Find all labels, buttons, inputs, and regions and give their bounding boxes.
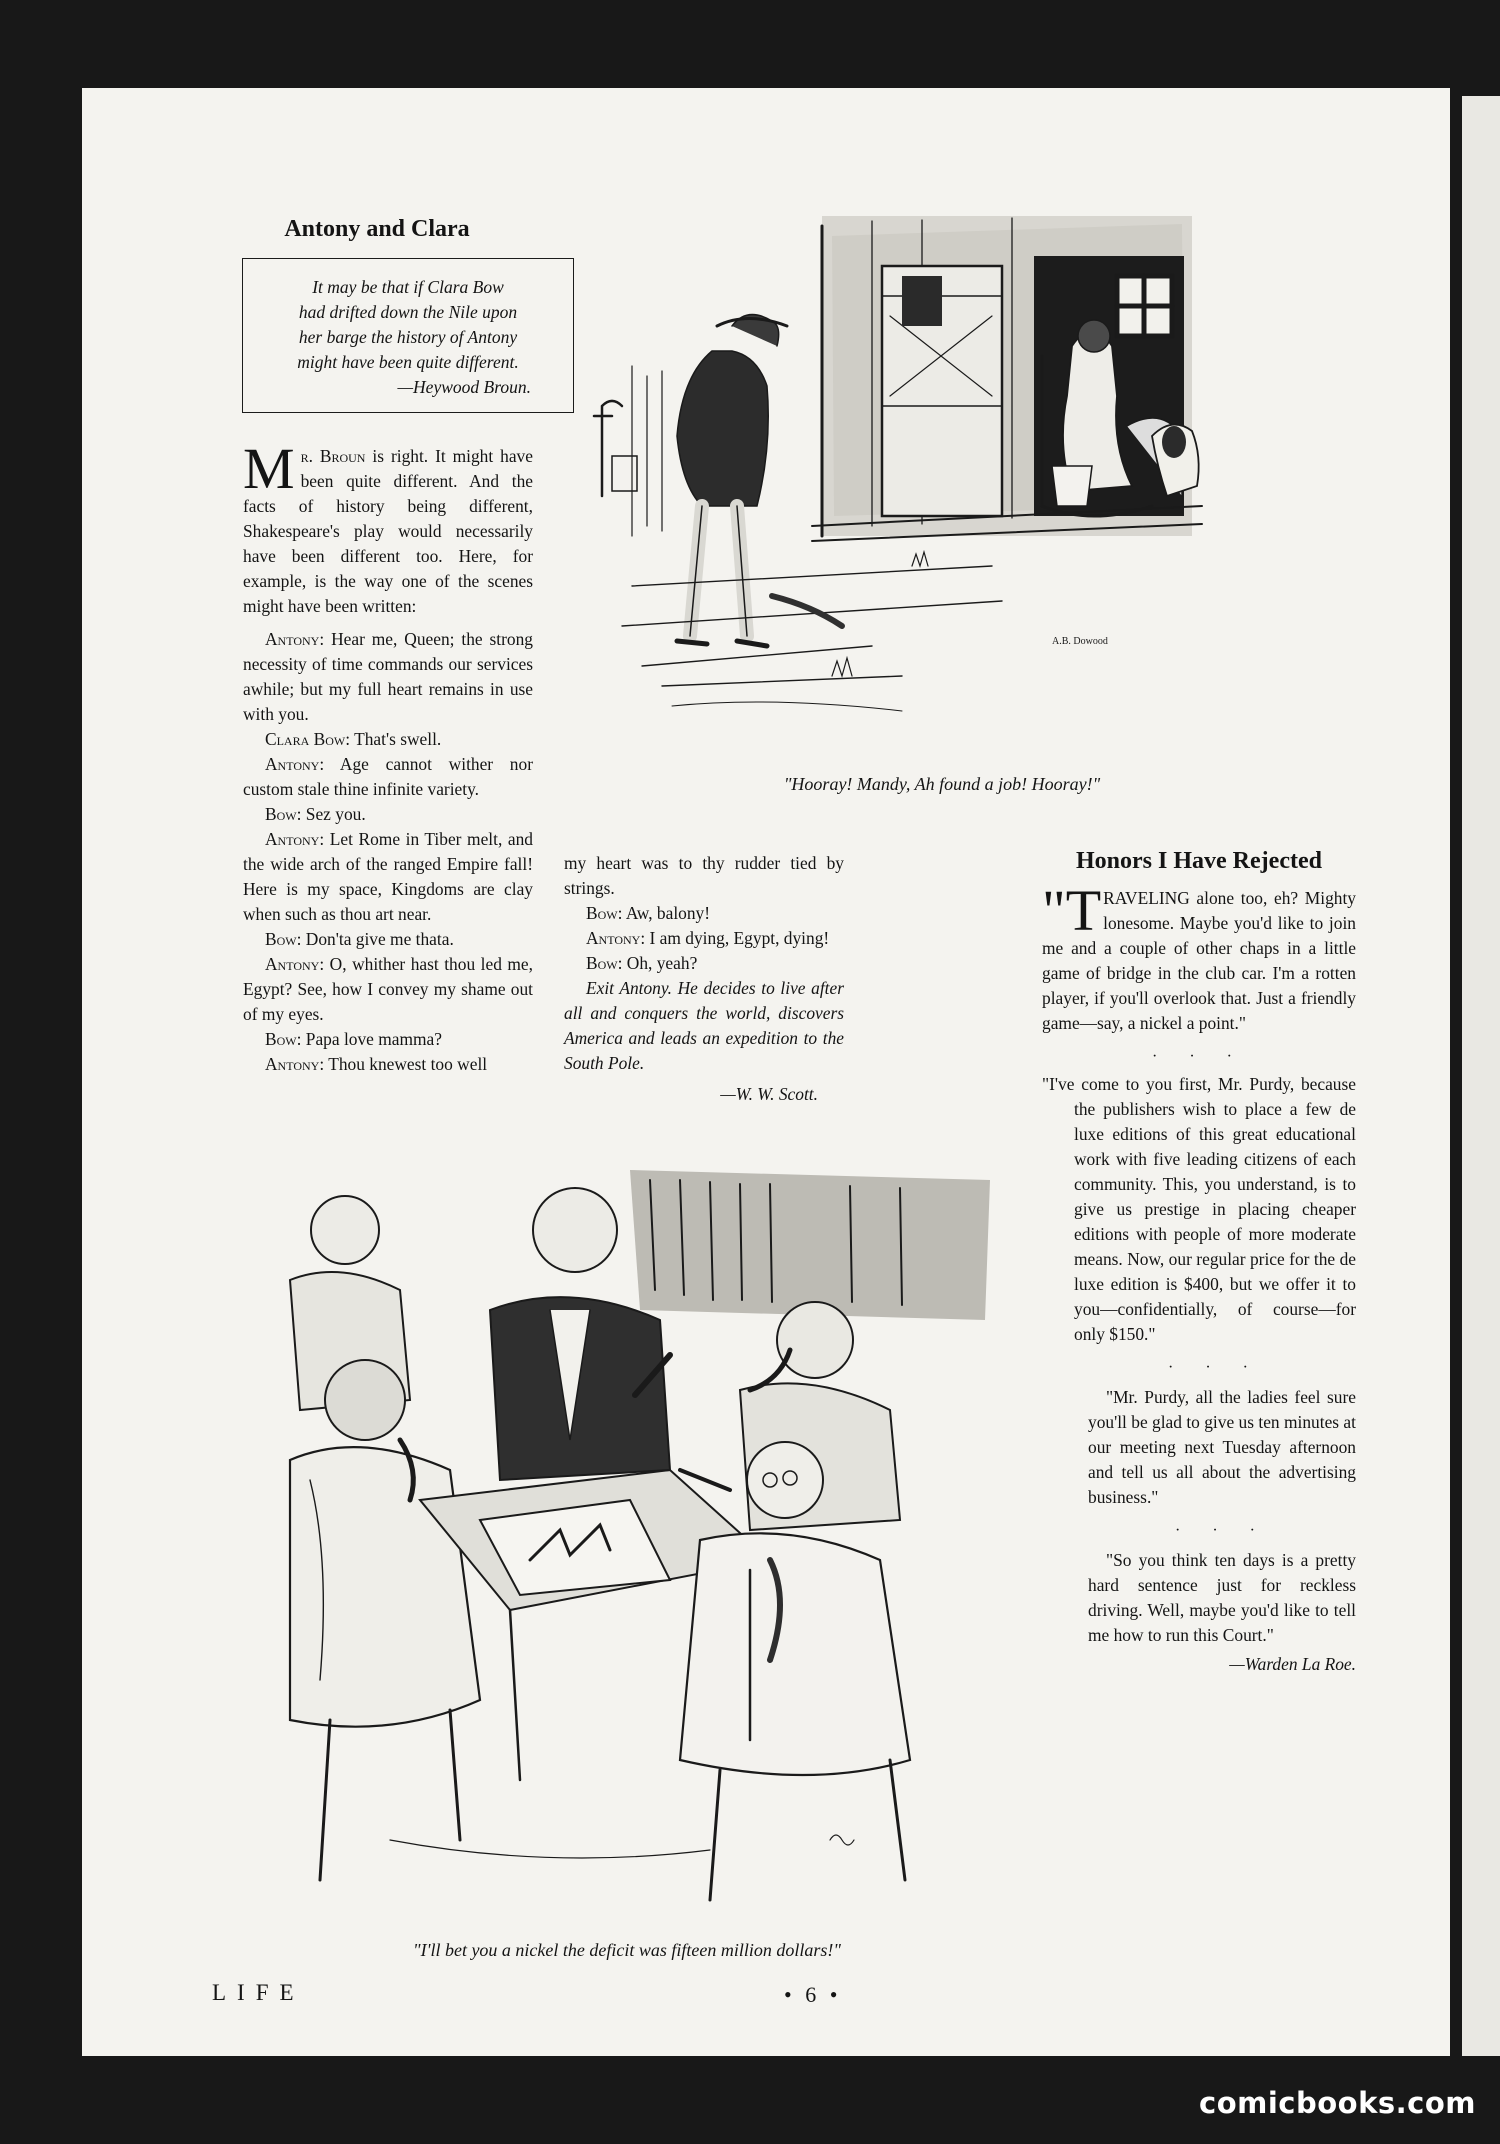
section-separator: · · ·: [1175, 1522, 1269, 1539]
bottom-cartoon-caption: "I'll bet you a nickel the deficit was fifteen million dollars!": [413, 1940, 841, 1960]
section-separator: · · ·: [1168, 1359, 1262, 1376]
antony-article-body: [243, 436, 533, 1077]
top-cartoon-caption: "Hooray! Mandy, Ah found a job! Hooray!": [783, 774, 1101, 794]
intro-text: is right. It might have been quite different. And the facts of history being different, Shakespeare's play would necessarily have been different too. Here, for example, is the way one of the scenes might have been written:: [243, 446, 533, 616]
epigraph-line: had drifted down the Nile upon: [298, 302, 518, 322]
epigraph-line: It may be that if Clara Bow: [312, 277, 504, 297]
dialogue-line: Antony: Age cannot wither nor custom stale thine infinite variety.: [243, 754, 533, 799]
page-number: • 6 •: [784, 1982, 842, 2007]
section-separator: · · ·: [1152, 1048, 1246, 1065]
dialogue-line: Antony: Thou knewest too well: [265, 1054, 488, 1074]
article-title-honors: Honors I Have Rejected: [1076, 848, 1322, 874]
honors-article-body: [1042, 878, 1356, 1677]
intro-lead: r. Broun: [300, 446, 366, 466]
antony-article-continuation: [564, 851, 844, 1107]
dialogue-line: Bow: Papa love mamma?: [265, 1029, 442, 1049]
next-page-edge: [1462, 96, 1500, 2056]
dialogue-line: Antony: Hear me, Queen; the strong necessity of time commands our services awhile; but my full heart remains in use with you.: [243, 629, 533, 724]
drop-cap: "T: [1042, 878, 1102, 943]
stage-direction: Exit Antony. He decides to live after all and conquers the world, discovers America and leads an expedition to the South Pole.: [564, 978, 844, 1073]
cartoon-deficit-bet: [250, 1140, 1000, 1930]
epigraph-box: [242, 258, 574, 413]
honors-paragraph: "Mr. Purdy, all the ladies feel sure you'll be glad to give us ten minutes at our meeting next Tuesday afternoon and tell us all about the advertising business.": [1088, 1387, 1356, 1507]
dialogue-line: Antony: I am dying, Egypt, dying!: [586, 928, 830, 948]
article-title-antony-and-clara: Antony and Clara: [284, 216, 470, 242]
epigraph-line: her barge the history of Antony: [298, 327, 518, 347]
cartoon-job-hooray: [572, 206, 1212, 776]
honors-paragraph: "So you think ten days is a pretty hard sentence just for reckless driving. Well, maybe you'd like to tell me how to run this Court.": [1088, 1550, 1356, 1645]
honors-paragraph: "I've come to you first, Mr. Purdy, because the publishers wish to place a few de luxe editions of this great educational work with five leading citizens of each community. This, you understand, is to give us prestige in placing cheaper editions with people of more moderate means. Now, our regular price for the de luxe edition is $400, but we offer it to you—confidentially, of course—for only $150.": [1042, 1074, 1356, 1344]
honors-first-paragraph: [1042, 878, 1356, 1036]
dialogue-line: Antony: Let Rome in Tiber melt, and the wide arch of the ranged Empire fall! Here is my space, Kingdoms are clay when such as thou art near.: [243, 829, 533, 924]
epigraph-attribution: —Heywood Broun.: [397, 377, 531, 397]
honors-first-text: alone too, eh? Mighty lonesome. Maybe you'd like to join me and a couple of other chaps in a little game of bridge in the club car. I'm a rotten player, if you'll overlook that. Just a friendly game—say, a nickel a point.": [1042, 888, 1356, 1033]
author-signature: —W. W. Scott.: [720, 1084, 818, 1104]
dialogue-line: Bow: Don'ta give me thata.: [265, 929, 454, 949]
watermark: comicbooks.com: [1199, 2086, 1476, 2120]
dialogue-line: Antony: O, whither hast thou led me, Egypt? See, how I convey my shame out of my eyes.: [243, 954, 533, 1024]
dialogue-line: Bow: Oh, yeah?: [586, 953, 698, 973]
magazine-page: [82, 88, 1450, 2056]
artist-signature: A.B. Dowood: [1052, 636, 1108, 647]
dialogue-line: Bow: Aw, balony!: [586, 903, 711, 923]
epigraph-line: might have been quite different.: [297, 352, 519, 372]
continuation-text: my heart was to thy rudder tied by strings.: [564, 853, 844, 898]
honors-lead: RAVELING: [1103, 888, 1190, 908]
magazine-name: LIFE: [212, 1980, 305, 2005]
intro-paragraph: [243, 436, 533, 619]
author-signature: —Warden La Roe.: [1229, 1654, 1356, 1674]
dialogue-line: Bow: Sez you.: [265, 804, 366, 824]
dialogue-line: Clara Bow: That's swell.: [265, 729, 442, 749]
drop-cap: M: [243, 436, 295, 501]
